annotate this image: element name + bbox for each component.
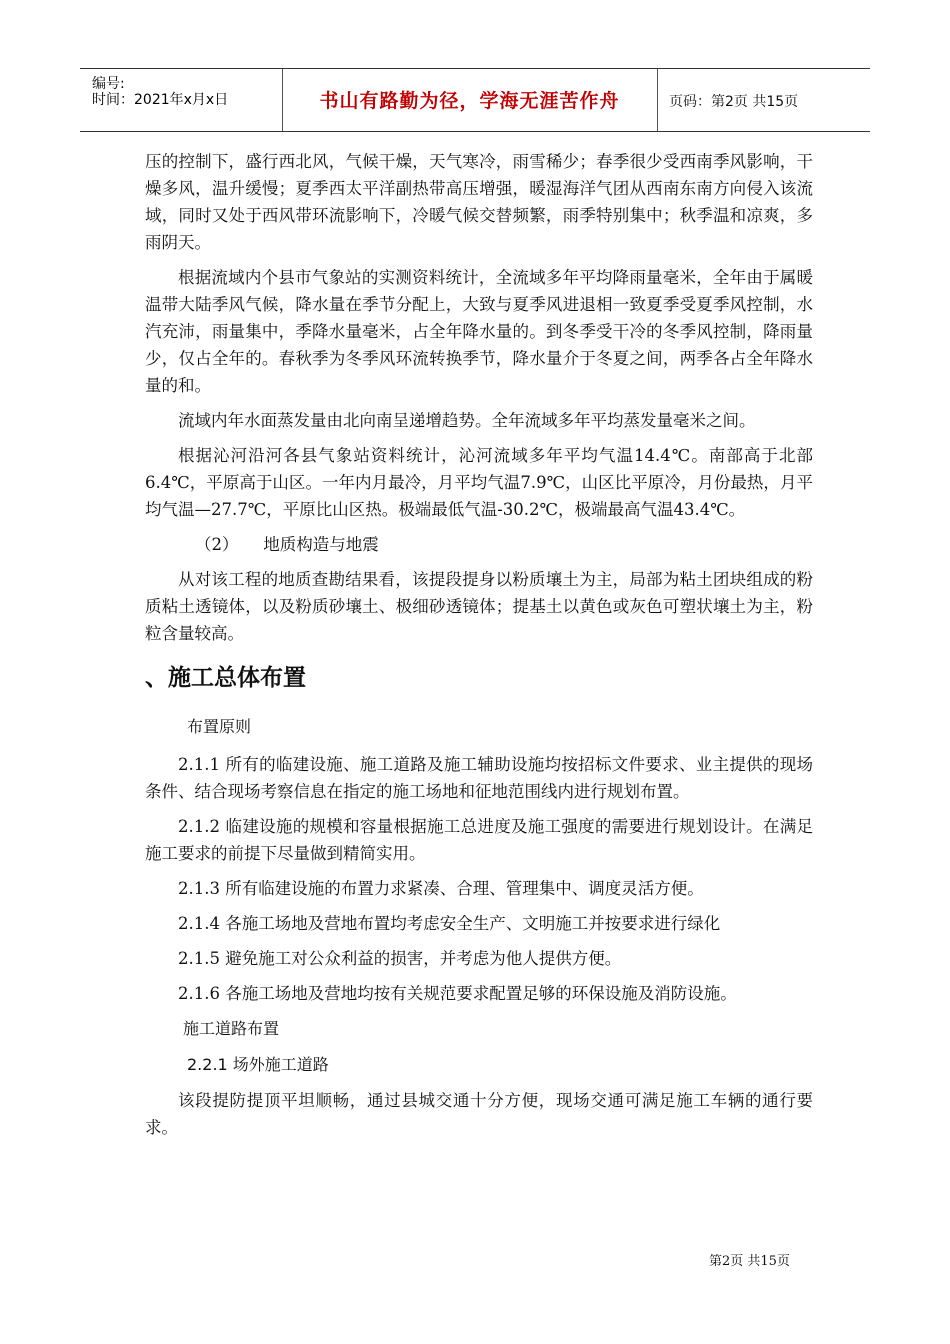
header-motto: 书山有路勤为径，学海无涯苦作舟 [319, 90, 620, 112]
item-2-1-5: 2.1.5 避免施工对公众利益的损害，并考虑为他人提供方便。 [178, 949, 622, 968]
header-page-info: 页码：第2页 共15页 [669, 94, 799, 110]
item-2-1-6: 2.1.6 各施工场地及营地均按有关规范要求配置足够的环保设施及消防设施。 [178, 984, 737, 1003]
item-2-1-3: 2.1.3 所有临建设施的布置力求紧凑、合理、管理集中、调度灵活方便。 [178, 879, 704, 898]
section-title: 、施工总体布置 [145, 665, 306, 691]
heading-road-layout: 施工道路布置 [183, 1019, 280, 1038]
item-2-1-2: 2.1.2 临建设施的规模和容量根据施工总进度及施工强度的需要进行规划设计。在满足施工要求的前提下尽量做到精简实用。 [145, 817, 813, 863]
item-2-1-1: 2.1.1 所有的临建设施、施工道路及施工辅助设施均按招标文件要求、业主提供的现场条件、结合现场考察信息在指定的施工场地和征地范围线内进行规划布置。 [145, 755, 813, 801]
heading-2-2-1: 2.2.1 场外施工道路 [187, 1055, 329, 1074]
item-2-1-4: 2.1.4 各施工场地及营地布置均考虑安全生产、文明施工并按要求进行绿化 [178, 914, 721, 933]
header-meta-cell [80, 69, 283, 131]
subheading-geology: （2） 地质构造与地震 [195, 535, 379, 554]
paragraph-climate-seasons: 压的控制下，盛行西北风，气候干燥，天气寒冷，雨雪稀少；春季很少受西南季风影响，干燥多风，温升缓慢；夏季西太平洋副热带高压增强，暖湿海洋气团从西南东南方向侵入该流域，同时又处于西风带环流影响下，冷暖气候交替频繁，雨季特别集中；秋季温和凉爽，多雨阴天。 [145, 152, 813, 252]
heading-layout-principle: 布置原则 [187, 717, 252, 736]
paragraph-evaporation: 流域内年水面蒸发量由北向南呈递增趋势。全年流域多年平均蒸发量毫米之间。 [178, 411, 756, 430]
document-body [145, 148, 813, 1149]
paragraph-temperature: 根据沁河沿河各县气象站资料统计，沁河流域多年平均气温14.4℃。南部高于北部6.4℃，平原高于山区。一年内月最冷，月平均气温7.9℃，山区比平原冷，月份最热，月平均气温—27.7℃，平原比山区热。极端最低气温-30.2℃，极端最高气温43.4℃。 [145, 446, 813, 519]
paragraph-geology: 从对该工程的地质查勘结果看，该提段提身以粉质壤土为主，局部为粘土团块组成的粉质粘土透镜体，以及粉质砂壤土、极细砂透镜体；提基土以黄色或灰色可塑状壤土为主，粉粒含量较高。 [145, 570, 813, 643]
document-number-label: 编号: [92, 76, 125, 92]
page-footer: 第2页 共15页 [709, 1254, 790, 1269]
paragraph-rainfall: 根据流域内个县市气象站的实测资料统计，全流域多年平均降雨量毫米，全年由于属暖温带大陆季风气候，降水量在季节分配上，大致与夏季风进退相一致夏季受夏季风控制，水汽充沛，雨量集中，季降水量毫米，占全年降水量的。到冬季受干冷的冬季风控制，降雨量少，仅占全年的。春秋季为冬季风环流转换季节，降水量介于冬夏之间，两季各占全年降水量的和。 [145, 268, 813, 395]
header-page-cell [657, 69, 870, 131]
page-header [80, 68, 870, 132]
header-motto-cell [282, 69, 658, 131]
document-date: 时间：2021年x月x日 [92, 92, 229, 108]
paragraph-road: 该段提防提顶平坦顺畅，通过县城交通十分方便，现场交通可满足施工车辆的通行要求。 [145, 1091, 813, 1137]
